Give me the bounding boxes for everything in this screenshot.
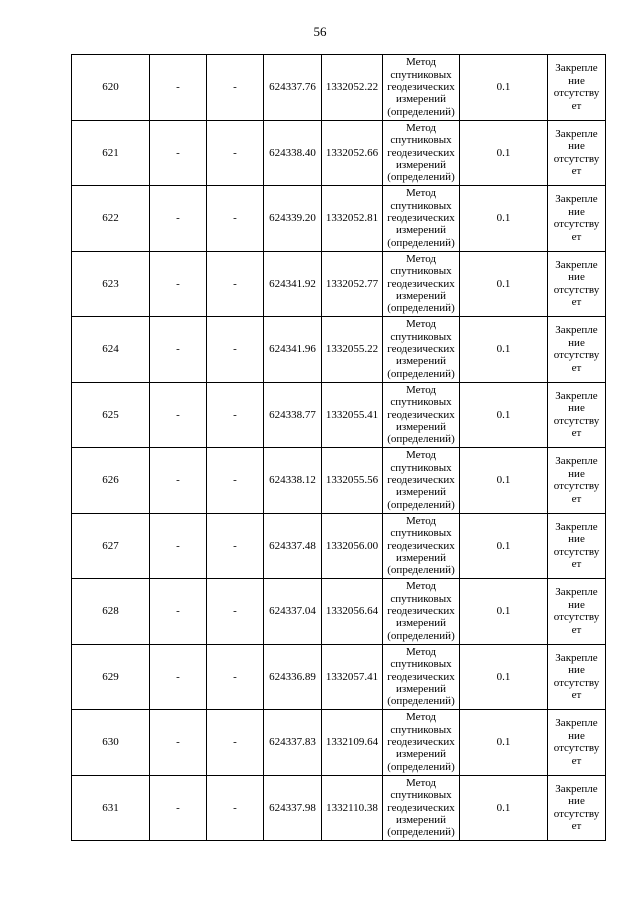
dash-cell: -	[207, 644, 264, 710]
method-line: спутниковых	[390, 527, 452, 540]
note-line: ет	[571, 820, 582, 833]
method-line: спутниковых	[390, 68, 452, 81]
point-number-cell: 629	[72, 644, 150, 710]
method-line: (определений)	[387, 302, 455, 315]
note-line: ет	[571, 361, 582, 374]
note-line: Закрепле	[555, 127, 598, 140]
method-cell	[383, 513, 460, 579]
method-line: (определений)	[387, 564, 455, 577]
method-cell	[383, 120, 460, 186]
method-line: (определений)	[387, 171, 455, 184]
dash-cell: -	[150, 644, 207, 710]
note-line: ние	[568, 140, 585, 153]
note-cell	[548, 251, 606, 317]
note-line: ет	[571, 296, 582, 309]
note-line: ние	[568, 467, 585, 480]
note-line: отсутству	[553, 414, 600, 427]
note-line: ние	[568, 795, 585, 808]
method-cell	[383, 710, 460, 776]
method-line: измерений	[396, 486, 446, 499]
method-line: геодезических	[387, 343, 455, 356]
accuracy-cell: 0.1	[460, 579, 548, 645]
note-line: ние	[568, 271, 585, 284]
method-line: геодезических	[387, 212, 455, 225]
note-line: Закрепле	[555, 782, 598, 795]
note-cell	[548, 55, 606, 121]
x-coordinate-cell: 624337.48	[264, 513, 322, 579]
dash-cell: -	[150, 186, 207, 252]
y-coordinate-cell: 1332056.64	[322, 579, 383, 645]
note-line: ет	[571, 99, 582, 112]
y-coordinate-cell: 1332052.66	[322, 120, 383, 186]
note-line: ние	[568, 74, 585, 87]
point-number-cell: 626	[72, 448, 150, 514]
note-line: ет	[571, 754, 582, 767]
y-coordinate-cell: 1332056.00	[322, 513, 383, 579]
method-line: спутниковых	[390, 330, 452, 343]
note-line: Закрепле	[555, 258, 598, 271]
accuracy-cell: 0.1	[460, 55, 548, 121]
method-line: (определений)	[387, 433, 455, 446]
method-line: (определений)	[387, 498, 455, 511]
note-cell	[548, 579, 606, 645]
dash-cell: -	[207, 710, 264, 776]
table-row	[72, 55, 606, 121]
accuracy-cell: 0.1	[460, 120, 548, 186]
method-line: Метод	[406, 449, 436, 462]
method-line: Метод	[406, 645, 436, 658]
accuracy-cell: 0.1	[460, 513, 548, 579]
table-body	[72, 55, 606, 841]
method-line: Метод	[406, 121, 436, 134]
point-number-cell: 622	[72, 186, 150, 252]
method-line: (определений)	[387, 760, 455, 773]
y-coordinate-cell: 1332052.81	[322, 186, 383, 252]
note-line: Закрепле	[555, 455, 598, 468]
note-line: Закрепле	[555, 651, 598, 664]
dash-cell: -	[150, 775, 207, 841]
method-cell	[383, 644, 460, 710]
method-line: измерений	[396, 224, 446, 237]
method-line: спутниковых	[390, 396, 452, 409]
table-row	[72, 186, 606, 252]
y-coordinate-cell: 1332110.38	[322, 775, 383, 841]
table-row	[72, 644, 606, 710]
method-line: Метод	[406, 187, 436, 200]
x-coordinate-cell: 624336.89	[264, 644, 322, 710]
note-line: Закрепле	[555, 586, 598, 599]
method-line: измерений	[396, 420, 446, 433]
table-row	[72, 513, 606, 579]
method-cell	[383, 448, 460, 514]
note-line: ние	[568, 664, 585, 677]
dash-cell: -	[150, 710, 207, 776]
y-coordinate-cell: 1332052.77	[322, 251, 383, 317]
x-coordinate-cell: 624338.12	[264, 448, 322, 514]
note-line: отсутству	[553, 545, 600, 558]
dash-cell: -	[150, 579, 207, 645]
note-cell	[548, 513, 606, 579]
method-cell	[383, 775, 460, 841]
method-line: спутниковых	[390, 199, 452, 212]
dash-cell: -	[207, 775, 264, 841]
dash-cell: -	[150, 382, 207, 448]
method-line: Метод	[406, 580, 436, 593]
method-line: измерений	[396, 355, 446, 368]
method-line: (определений)	[387, 236, 455, 249]
method-line: измерений	[396, 748, 446, 761]
method-line: Метод	[406, 252, 436, 265]
y-coordinate-cell: 1332057.41	[322, 644, 383, 710]
note-line: ет	[571, 492, 582, 505]
note-line: отсутству	[553, 283, 600, 296]
note-line: отсутству	[553, 349, 600, 362]
method-line: геодезических	[387, 605, 455, 618]
table-row	[72, 710, 606, 776]
note-line: отсутству	[553, 218, 600, 231]
note-line: ет	[571, 165, 582, 178]
dash-cell: -	[207, 251, 264, 317]
table-row	[72, 382, 606, 448]
point-number-cell: 630	[72, 710, 150, 776]
coordinates-table	[71, 54, 606, 841]
page-number: 56	[313, 24, 327, 39]
table-row	[72, 317, 606, 383]
x-coordinate-cell: 624337.76	[264, 55, 322, 121]
dash-cell: -	[150, 317, 207, 383]
note-line: ние	[568, 336, 585, 349]
x-coordinate-cell: 624338.77	[264, 382, 322, 448]
accuracy-cell: 0.1	[460, 710, 548, 776]
dash-cell: -	[207, 579, 264, 645]
table-row	[72, 775, 606, 841]
method-line: геодезических	[387, 736, 455, 749]
note-line: отсутству	[553, 611, 600, 624]
method-line: геодезических	[387, 277, 455, 290]
x-coordinate-cell: 624337.83	[264, 710, 322, 776]
note-line: ние	[568, 533, 585, 546]
y-coordinate-cell: 1332055.56	[322, 448, 383, 514]
table-row	[72, 251, 606, 317]
table-row	[72, 579, 606, 645]
method-line: (определений)	[387, 826, 455, 839]
method-line: спутниковых	[390, 134, 452, 147]
method-line: измерений	[396, 682, 446, 695]
note-line: Закрепле	[555, 520, 598, 533]
note-line: ние	[568, 729, 585, 742]
method-line: измерений	[396, 93, 446, 106]
accuracy-cell: 0.1	[460, 775, 548, 841]
note-cell	[548, 382, 606, 448]
method-line: спутниковых	[390, 789, 452, 802]
method-line: спутниковых	[390, 723, 452, 736]
dash-cell: -	[150, 513, 207, 579]
x-coordinate-cell: 624338.40	[264, 120, 322, 186]
accuracy-cell: 0.1	[460, 186, 548, 252]
note-line: ет	[571, 623, 582, 636]
dash-cell: -	[207, 317, 264, 383]
note-cell	[548, 186, 606, 252]
method-cell	[383, 317, 460, 383]
method-line: Метод	[406, 776, 436, 789]
note-line: Закрепле	[555, 62, 598, 75]
method-line: измерений	[396, 617, 446, 630]
table-row	[72, 120, 606, 186]
note-cell	[548, 120, 606, 186]
method-line: спутниковых	[390, 592, 452, 605]
method-line: геодезических	[387, 801, 455, 814]
method-line: геодезических	[387, 408, 455, 421]
method-line: (определений)	[387, 105, 455, 118]
x-coordinate-cell: 624339.20	[264, 186, 322, 252]
method-line: геодезических	[387, 81, 455, 94]
y-coordinate-cell: 1332109.64	[322, 710, 383, 776]
point-number-cell: 625	[72, 382, 150, 448]
y-coordinate-cell: 1332055.22	[322, 317, 383, 383]
note-cell	[548, 448, 606, 514]
note-line: Закрепле	[555, 324, 598, 337]
dash-cell: -	[207, 120, 264, 186]
method-cell	[383, 251, 460, 317]
method-cell	[383, 382, 460, 448]
method-line: Метод	[406, 318, 436, 331]
method-line: измерений	[396, 813, 446, 826]
method-line: геодезических	[387, 670, 455, 683]
accuracy-cell: 0.1	[460, 644, 548, 710]
method-line: геодезических	[387, 474, 455, 487]
point-number-cell: 620	[72, 55, 150, 121]
point-number-cell: 627	[72, 513, 150, 579]
dash-cell: -	[207, 513, 264, 579]
note-line: отсутству	[553, 152, 600, 165]
method-cell	[383, 579, 460, 645]
point-number-cell: 623	[72, 251, 150, 317]
dash-cell: -	[207, 382, 264, 448]
method-line: геодезических	[387, 146, 455, 159]
point-number-cell: 621	[72, 120, 150, 186]
note-line: отсутству	[553, 742, 600, 755]
note-line: отсутству	[553, 807, 600, 820]
point-number-cell: 631	[72, 775, 150, 841]
method-line: (определений)	[387, 367, 455, 380]
method-line: (определений)	[387, 695, 455, 708]
method-line: спутниковых	[390, 265, 452, 278]
method-line: измерений	[396, 551, 446, 564]
note-line: Закрепле	[555, 389, 598, 402]
accuracy-cell: 0.1	[460, 382, 548, 448]
note-cell	[548, 317, 606, 383]
note-line: ние	[568, 205, 585, 218]
note-line: Закрепле	[555, 717, 598, 730]
note-line: ние	[568, 402, 585, 415]
method-line: геодезических	[387, 539, 455, 552]
note-line: ние	[568, 598, 585, 611]
note-cell	[548, 710, 606, 776]
point-number-cell: 628	[72, 579, 150, 645]
point-number-cell: 624	[72, 317, 150, 383]
note-cell	[548, 644, 606, 710]
x-coordinate-cell: 624337.04	[264, 579, 322, 645]
dash-cell: -	[150, 448, 207, 514]
dash-cell: -	[150, 251, 207, 317]
dash-cell: -	[150, 120, 207, 186]
method-line: спутниковых	[390, 658, 452, 671]
note-line: ет	[571, 427, 582, 440]
note-line: отсутству	[553, 87, 600, 100]
x-coordinate-cell: 624341.92	[264, 251, 322, 317]
dash-cell: -	[207, 186, 264, 252]
method-line: Метод	[406, 711, 436, 724]
accuracy-cell: 0.1	[460, 251, 548, 317]
method-line: Метод	[406, 514, 436, 527]
method-line: измерений	[396, 158, 446, 171]
method-cell	[383, 186, 460, 252]
note-line: Закрепле	[555, 193, 598, 206]
method-line: (определений)	[387, 629, 455, 642]
accuracy-cell: 0.1	[460, 448, 548, 514]
x-coordinate-cell: 624337.98	[264, 775, 322, 841]
table-row	[72, 448, 606, 514]
note-line: отсутству	[553, 480, 600, 493]
method-line: спутниковых	[390, 461, 452, 474]
dash-cell: -	[207, 55, 264, 121]
note-cell	[548, 775, 606, 841]
method-line: измерений	[396, 289, 446, 302]
note-line: ет	[571, 230, 582, 243]
note-line: ет	[571, 689, 582, 702]
dash-cell: -	[150, 55, 207, 121]
accuracy-cell: 0.1	[460, 317, 548, 383]
method-line: Метод	[406, 56, 436, 69]
note-line: ет	[571, 558, 582, 571]
method-cell	[383, 55, 460, 121]
x-coordinate-cell: 624341.96	[264, 317, 322, 383]
method-line: Метод	[406, 383, 436, 396]
y-coordinate-cell: 1332055.41	[322, 382, 383, 448]
y-coordinate-cell: 1332052.22	[322, 55, 383, 121]
dash-cell: -	[207, 448, 264, 514]
note-line: отсутству	[553, 676, 600, 689]
